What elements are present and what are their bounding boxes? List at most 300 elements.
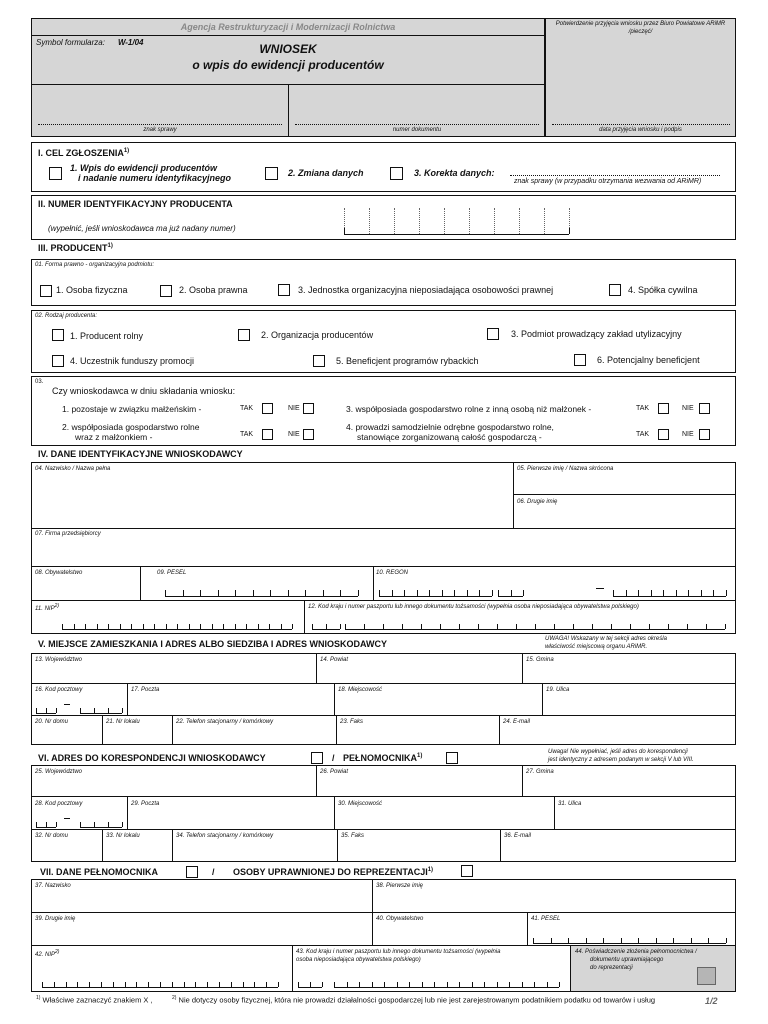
nip-comb [62,629,292,630]
pesel-comb-tick [165,590,166,596]
section-5-title: V. MIEJSCE ZAMIESZKANIA I ADRES ALBO SIEDZIBA I ADRES WNIOSKODAWCY [38,639,388,649]
postal-code-comb-b-tick [122,708,123,713]
pesel-comb [165,596,358,597]
section-6-title-2: PEŁNOMOCNIKA$^{1)}$ [343,753,423,763]
regon-comb-3-tick [701,590,702,596]
producer-id-cell-divider [419,208,420,234]
corr-phone-input[interactable] [173,841,336,861]
question-2-no-label: NIE [288,431,300,438]
section-5-note-1: UWAGA! Wskazany w tej sekcji adres określa [545,636,667,642]
passport-comb-b-tick [592,624,593,629]
postal-code-comb-b-tick [80,708,81,713]
document-number-label: numer dokumentu [392,127,442,133]
producer-id-cell-divider [519,208,520,234]
pesel-comb-tick [200,590,201,596]
field-13-label: 13. Województwo [35,657,83,663]
attorney-passport-comb-b-tick [509,982,510,987]
attorney-pesel-comb-tick [551,938,552,943]
attorney-pesel-comb-tick [638,938,639,943]
pesel-comb-tick [358,590,359,596]
attorney-checkbox[interactable] [186,866,198,878]
regon-comb-2-tick [498,590,499,596]
question-4-label-1: 4. prowadzi samodzielnie odrębne gospodarstwo rolne, [346,422,554,432]
question-2-yes-label: TAK [240,431,254,438]
field-35-label: 35. Faks [341,833,365,839]
voivodeship-input[interactable] [32,665,315,682]
corr-street-input[interactable] [555,809,735,828]
field-26-label: 26. Powiat [320,769,349,775]
question-3-yes-label: TAK [636,405,650,412]
attorney-passport-comb-a-tick [322,982,323,987]
producer-id-cell-divider [369,208,370,234]
producer-type-5-checkbox[interactable] [313,355,325,367]
fax-input[interactable] [337,727,498,744]
passport-comb-a-tick [312,624,313,629]
section-4-title: IV. DANE IDENTYFIKACYJNE WNIOSKODAWCY [38,449,243,459]
nip-comb-tick [62,624,63,629]
producer-type-3-checkbox[interactable] [487,328,499,340]
nip-comb-tick [85,624,86,629]
passport-comb-b-tick [573,624,574,629]
question-3-yes-checkbox[interactable] [658,403,669,414]
purpose-correction-checkbox[interactable] [390,167,403,180]
corr-email-input[interactable] [501,841,735,861]
attorney-passport-comb-b-tick [334,982,335,987]
attorney-nip-comb-tick [243,982,244,987]
section-6-note-2: jest identyczny z adresem podanym w sekcji V lub VIII. [548,757,694,763]
pesel-comb-tick [323,590,324,596]
pesel-comb-tick [235,590,236,596]
legal-form-partnership-label: 4. Spółka cywilna [628,285,698,295]
passport-comb-b-tick [364,624,365,629]
nip-comb-tick [189,624,190,629]
field-36-label: 36. E-mail [504,833,532,839]
producer-type-2-label: 2. Organizacja producentów [261,330,374,340]
attorney-nip-comb-tick [219,982,220,987]
regon-comb-3-tick [676,590,677,596]
question-1-no-checkbox[interactable] [303,403,314,414]
field-09-label: 09. PESEL [157,570,187,576]
nip-comb-tick [223,624,224,629]
legal-form-individual-label: 1. Osoba fizyczna [56,285,128,295]
regon-comb-1-tick [467,590,468,596]
apartment-number-input[interactable] [103,727,171,744]
nip-comb-tick [177,624,178,629]
field-41-label: 41. PESEL [531,916,561,922]
regon-comb-1-tick [442,590,443,596]
nip-comb-tick [143,624,144,629]
nip-comb-tick [200,624,201,629]
nip-comb-tick [235,624,236,629]
section-2-note: (wypełnić, jeśli wnioskodawca ma już nadany numer) [48,224,236,233]
attorney-citizenship-input[interactable] [373,924,526,944]
field-17-label: 17. Poczta [131,687,160,693]
regon-comb-1-tick [492,590,493,596]
first-name-input[interactable] [514,474,735,493]
marital-question: Czy wnioskodawca w dniu składania wniosku: [52,386,236,396]
nip-comb-tick [258,624,259,629]
field-08-label: 08. Obywatelstwo [35,570,83,576]
nip-comb-tick [246,624,247,629]
regon-comb-3-tick [626,590,627,596]
regon-comb-3-tick [726,590,727,596]
field-12-label: 12. Kod kraju i numer paszportu lub innego dokumentu tożsamości (wypełnia osoba nieposiadająca obywatelstwa polskiego) [308,604,639,610]
producer-type-6-checkbox[interactable] [574,354,586,366]
field-29-label: 29. Poczta [131,801,160,807]
purpose-entry-label-1: 1. Wpis do ewidencji producentów [70,163,218,173]
legal-form-company-checkbox[interactable] [160,285,172,297]
passport-comb-b-tick [668,624,669,629]
question-3-label: 3. współposiada gospodarstwo rolne z inną osobą niż małżonek - [346,404,592,414]
corr-postal-code-comb-b [80,827,122,828]
attorney-surname-input[interactable] [32,891,371,911]
attorney-nip-comb [42,987,278,988]
corr-locality-input[interactable] [335,809,553,828]
field-37-label: 37. Nazwisko [35,883,71,889]
symbol-label: Symbol formularza: [36,38,105,47]
attorney-second-name-input[interactable] [32,924,371,944]
field-42-label: 42. NIP$^{2)}$ [35,949,60,958]
corr-postal-code-comb-a [36,827,56,828]
commune-input[interactable] [523,665,735,682]
attorney-nip-comb-tick [254,982,255,987]
correspondence-applicant-checkbox[interactable] [311,752,323,764]
purpose-entry-label-2: i nadanie numeru identyfikacyjnego [78,173,232,183]
attorney-nip-comb-tick [54,982,55,987]
regon-comb-1 [379,596,492,597]
regon-comb-1-tick [404,590,405,596]
question-4-no-checkbox[interactable] [699,429,710,440]
case-number-label: znak sprawy [143,127,177,133]
producer-id-cell-divider [469,208,470,234]
producer-type-1-label: 1. Producent rolny [70,331,144,341]
field-05-label: 05. Pierwsze imię / Nazwa skrócona [517,466,614,472]
legal-form-company-label: 2. Osoba prawna [179,285,248,295]
field-34-label: 34. Telefon stacjonarny / komórkowy [176,833,274,839]
producer-type-5-label: 5. Beneficjent programów rybackich [336,356,479,366]
pesel-comb-tick [218,590,219,596]
surname-input[interactable] [32,474,512,527]
attorney-nip-comb-tick [101,982,102,987]
legal-form-unit-checkbox[interactable] [278,284,290,296]
corr-postal-code-input[interactable] [34,810,124,828]
nip-comb-tick [97,624,98,629]
attorney-nip-comb-tick [77,982,78,987]
correction-case-number-field[interactable] [510,175,720,176]
attorney-passport-comb-b-tick [359,982,360,987]
attorney-passport-comb-b-tick [484,982,485,987]
section-6-note-1: Uwaga! Nie wypełniać, jeśli adres do korespondencji [548,749,688,755]
regon-comb-3-tick [651,590,652,596]
nip-comb-tick [154,624,155,629]
locality-input[interactable] [335,695,541,714]
attorney-passport-comb-b-tick [547,982,548,987]
corr-voivodeship-input[interactable] [32,777,315,795]
passport-comb-a [312,629,340,630]
field-43-label-1: 43. Kod kraju i numer paszportu lub innego dokumentu tożsamości (wypełnia [296,949,501,955]
second-name-input[interactable] [514,507,735,527]
pesel-comb-tick [340,590,341,596]
attorney-passport-comb-b-tick [409,982,410,987]
phone-input[interactable] [173,727,335,744]
attorney-pesel-comb-tick [708,938,709,943]
attorney-passport-comb-a-tick [310,982,311,987]
field-39-label: 39. Drugie imię [35,916,76,922]
attorney-pesel-comb-tick [621,938,622,943]
attorney-pesel-input[interactable] [532,928,732,944]
corr-county-input[interactable] [317,777,521,795]
regon-comb-1-tick [429,590,430,596]
field-10-label: 10. REGON [376,570,409,576]
company-input[interactable] [32,540,735,565]
question-4-label-2: stanowiące zorganizowaną całość gospodarczą - [357,432,542,442]
attorney-passport-comb-b-tick [347,982,348,987]
attorney-pesel-comb [533,943,726,944]
attorney-passport-comb-b-tick [472,982,473,987]
question-2-no-checkbox[interactable] [303,429,314,440]
agency-name: Agencja Restrukturyzacji i Modernizacji Rolnictwa [180,22,396,32]
producer-type-3-label: 3. Podmiot prowadzący zakład utylizacyjny [511,329,682,339]
purpose-entry-checkbox[interactable] [49,167,62,180]
regon-comb-3-tick [688,590,689,596]
attorney-passport-comb-a-tick [298,982,299,987]
field-04-label: 04. Nazwisko / Nazwa pełna [35,466,111,472]
question-1-yes-checkbox[interactable] [262,403,273,414]
question-4-yes-label: TAK [636,431,650,438]
regon-comb-2-tick [523,590,524,596]
attorney-passport-comb-b-tick [372,982,373,987]
passport-comb-b-tick [345,624,346,629]
passport-comb-b-tick [554,624,555,629]
pesel-comb-tick [288,590,289,596]
attorney-passport-comb-b-tick [534,982,535,987]
corr-postal-code-comb-b-tick [80,822,81,827]
attorney-nip-comb-tick [66,982,67,987]
attorney-pesel-comb-tick [533,938,534,943]
attorney-passport-comb-b-tick [447,982,448,987]
field-15-label: 15. Gmina [526,657,554,663]
pesel-comb-tick [305,590,306,596]
attorney-first-name-input[interactable] [373,891,735,911]
corr-postal-code-comb-b-tick [94,822,95,827]
attorney-nip-comb-tick [136,982,137,987]
passport-comb-b-tick [478,624,479,629]
postal-code-comb-a-tick [56,708,57,713]
email-input[interactable] [500,727,735,744]
regon-comb-1-tick [392,590,393,596]
question-2-label-1: 2. współposiada gospodarstwo rolne [62,422,200,432]
legal-form-individual-checkbox[interactable] [40,285,52,297]
producer-type-4-checkbox[interactable] [52,355,64,367]
section-7-title: VII. DANE PEŁNOMOCNIKA [40,867,159,877]
attorney-passport-comb-a [298,987,322,988]
passport-comb-b-tick [440,624,441,629]
field-22-label: 22. Telefon stacjonarny / komórkowy [176,719,274,725]
representative-checkbox[interactable] [461,865,473,877]
passport-comb-b-tick [706,624,707,629]
field-01-label: 01. Forma prawno - organizacyjna podmiotu: [35,262,155,268]
postal-code-comb-b-tick [94,708,95,713]
passport-comb-b-tick [459,624,460,629]
symbol-value: W-1/04 [118,38,144,47]
page-number: 1/2 [705,996,718,1006]
corr-apartment-number-input[interactable] [103,841,171,861]
field-16-label: 16. Kod pocztowy [35,687,83,693]
corr-postal-code-comb-a-tick [46,822,47,827]
section-1-title: I. CEL ZGŁOSZENIA$^{1)}$ [38,148,130,158]
field-21-label: 21. Nr lokalu [106,719,140,725]
producer-type-2-checkbox[interactable] [238,329,250,341]
passport-comb-b-tick [497,624,498,629]
field-18-label: 18. Miejscowość [338,687,383,693]
footnote-2: $^{2)}$ Nie dotyczy osoby fizycznej, która nie prowadzi działalności gospodarczej lub nie jest zarejestrowanym podatnikiem podatku od towarów i usług [172,995,656,1005]
attorney-nip-comb-tick [266,982,267,987]
question-3-no-label: NIE [682,405,694,412]
county-input[interactable] [317,665,521,682]
correspondence-attorney-checkbox[interactable] [446,752,458,764]
attorney-passport-comb-b-tick [384,982,385,987]
producer-id-baseline [344,234,569,235]
question-3-no-checkbox[interactable] [699,403,710,414]
regon-comb-1-tick [454,590,455,596]
question-1-yes-label: TAK [240,405,254,412]
footnote-1: $^{1)}$ Właściwe zaznaczyć znakiem X , [36,995,153,1005]
postal-code-comb-b [80,713,122,714]
postal-code-comb-a [36,713,56,714]
field-14-label: 14. Powiat [320,657,349,663]
regon-comb-2-tick [511,590,512,596]
pesel-comb-tick [183,590,184,596]
pesel-comb-tick [270,590,271,596]
field-27-label: 27. Gmina [526,769,554,775]
field-25-label: 25. Województwo [35,769,83,775]
attorney-pesel-comb-tick [673,938,674,943]
attorney-nip-comb-tick [172,982,173,987]
regon-comb-3 [613,596,726,597]
attorney-nip-comb-tick [125,982,126,987]
nip-comb-tick [292,624,293,629]
passport-comb-b-tick [630,624,631,629]
regon-comb-1-tick [479,590,480,596]
field-44-label-1: 44. Poświadczenie złożenia pełnomocnictwa / [575,949,697,955]
field-31-label: 31. Ulica [558,801,582,807]
corr-postal-code-comb-b-tick [108,822,109,827]
attorney-nip-comb-tick [160,982,161,987]
legal-form-partnership-checkbox[interactable] [609,284,621,296]
producer-id-cell-divider [494,208,495,234]
question-2-label-2: wraz z małżonkiem - [75,432,153,442]
producer-id-cell-divider [394,208,395,234]
producer-type-1-checkbox[interactable] [52,329,64,341]
passport-comb-b-tick [383,624,384,629]
attorney-nip-comb-tick [113,982,114,987]
producer-id-cell-divider [544,208,545,234]
header-divider [288,85,289,137]
street-input[interactable] [543,695,735,714]
passport-comb-b-tick [535,624,536,629]
section-6-title: VI. ADRES DO KORESPONDENCJI WNIOSKODAWCY [38,753,266,763]
purpose-change-checkbox[interactable] [265,167,278,180]
field-44-label-3: do reprezentacji [590,965,633,971]
section-7-title-2: OSOBY UPRAWNIONEJ DO REPREZENTACJI$^{1)}$ [233,867,434,877]
attorney-passport-comb-b-tick [397,982,398,987]
producer-type-4-label: 4. Uczestnik funduszy promocji [70,356,195,366]
postal-code-input[interactable] [34,696,124,714]
attorney-pesel-comb-tick [726,938,727,943]
corr-house-number-input[interactable] [32,841,101,861]
field-20-label: 20. Nr domu [35,719,69,725]
attorney-passport-comb-b-tick [522,982,523,987]
form-subtitle: o wpis do ewidencji producentów [192,58,384,72]
corr-fax-input[interactable] [338,841,499,861]
regon-comb-3-tick [638,590,639,596]
section-3-title: III. PRODUCENT$^{1)}$ [38,243,113,253]
nip-comb-tick [131,624,132,629]
attorney-nip-comb-tick [42,982,43,987]
receipt-date-label: data przyjęcia wniosku i podpis [599,127,682,133]
attorney-nip-comb-tick [278,982,279,987]
producer-id-cell-divider [444,208,445,234]
field-19-label: 19. Ulica [546,687,570,693]
post-office-input[interactable] [128,695,333,714]
attorney-nip-comb-tick [195,982,196,987]
section-5-note-2: właściwość miejscową organu ARiMR. [545,644,648,650]
legal-form-unit-label: 3. Jednostka organizacyjna nieposiadająca osobowości prawnej [298,285,554,295]
regon-comb-3-tick [613,590,614,596]
pesel-comb-tick [253,590,254,596]
corr-postal-code-comb-a-tick [36,822,37,827]
nip-comb-tick [281,624,282,629]
field-40-label: 40. Obywatelstwo [376,916,424,922]
corr-post-office-input[interactable] [128,809,333,828]
nip-comb-tick [166,624,167,629]
field-06-label: 06. Drugie imię [517,499,558,505]
question-4-yes-checkbox[interactable] [658,429,669,440]
attorney-pesel-comb-tick [656,938,657,943]
form-title: WNIOSEK [259,42,317,56]
regon-comb-1-tick [379,590,380,596]
purpose-change-label: 2. Zmiana danych [288,168,364,178]
corr-commune-input[interactable] [523,777,735,795]
attorney-pesel-comb-tick [603,938,604,943]
nip-comb-tick [212,624,213,629]
citizenship-input[interactable] [32,578,139,599]
correction-note: znak sprawy (w przypadku otrzymania wezwania od ARiMR) [514,178,702,185]
house-number-input[interactable] [32,727,101,744]
confirm-label: Potwierdzenie przyjęcia wniosku przez Biuro Powiatowe ARiMR /pieczęć/ [555,21,726,35]
question-2-yes-checkbox[interactable] [262,429,273,440]
regon-comb-3-tick [663,590,664,596]
passport-comb-b-tick [516,624,517,629]
producer-id-end-tick [569,228,570,234]
passport-comb-b [345,629,725,630]
regon-dash [596,588,604,589]
attorney-nip-comb-tick [148,982,149,987]
attorney-nip-comb-tick [231,982,232,987]
attorney-nip-comb-tick [89,982,90,987]
field-11-label: 11. NIP$^{2)}$ [35,603,60,612]
regon-comb-2 [498,596,523,597]
nip-comb-tick [74,624,75,629]
authorization-confirm-checkbox[interactable] [697,967,716,985]
corr-postal-code-comb-dash [64,818,70,819]
passport-comb-b-tick [687,624,688,629]
nip-comb-tick [269,624,270,629]
postal-code-comb-a-tick [46,708,47,713]
producent-id-field[interactable] [344,207,570,235]
field-07-label: 07. Firma przedsiębiorcy [35,531,101,537]
regon-comb-1-tick [417,590,418,596]
